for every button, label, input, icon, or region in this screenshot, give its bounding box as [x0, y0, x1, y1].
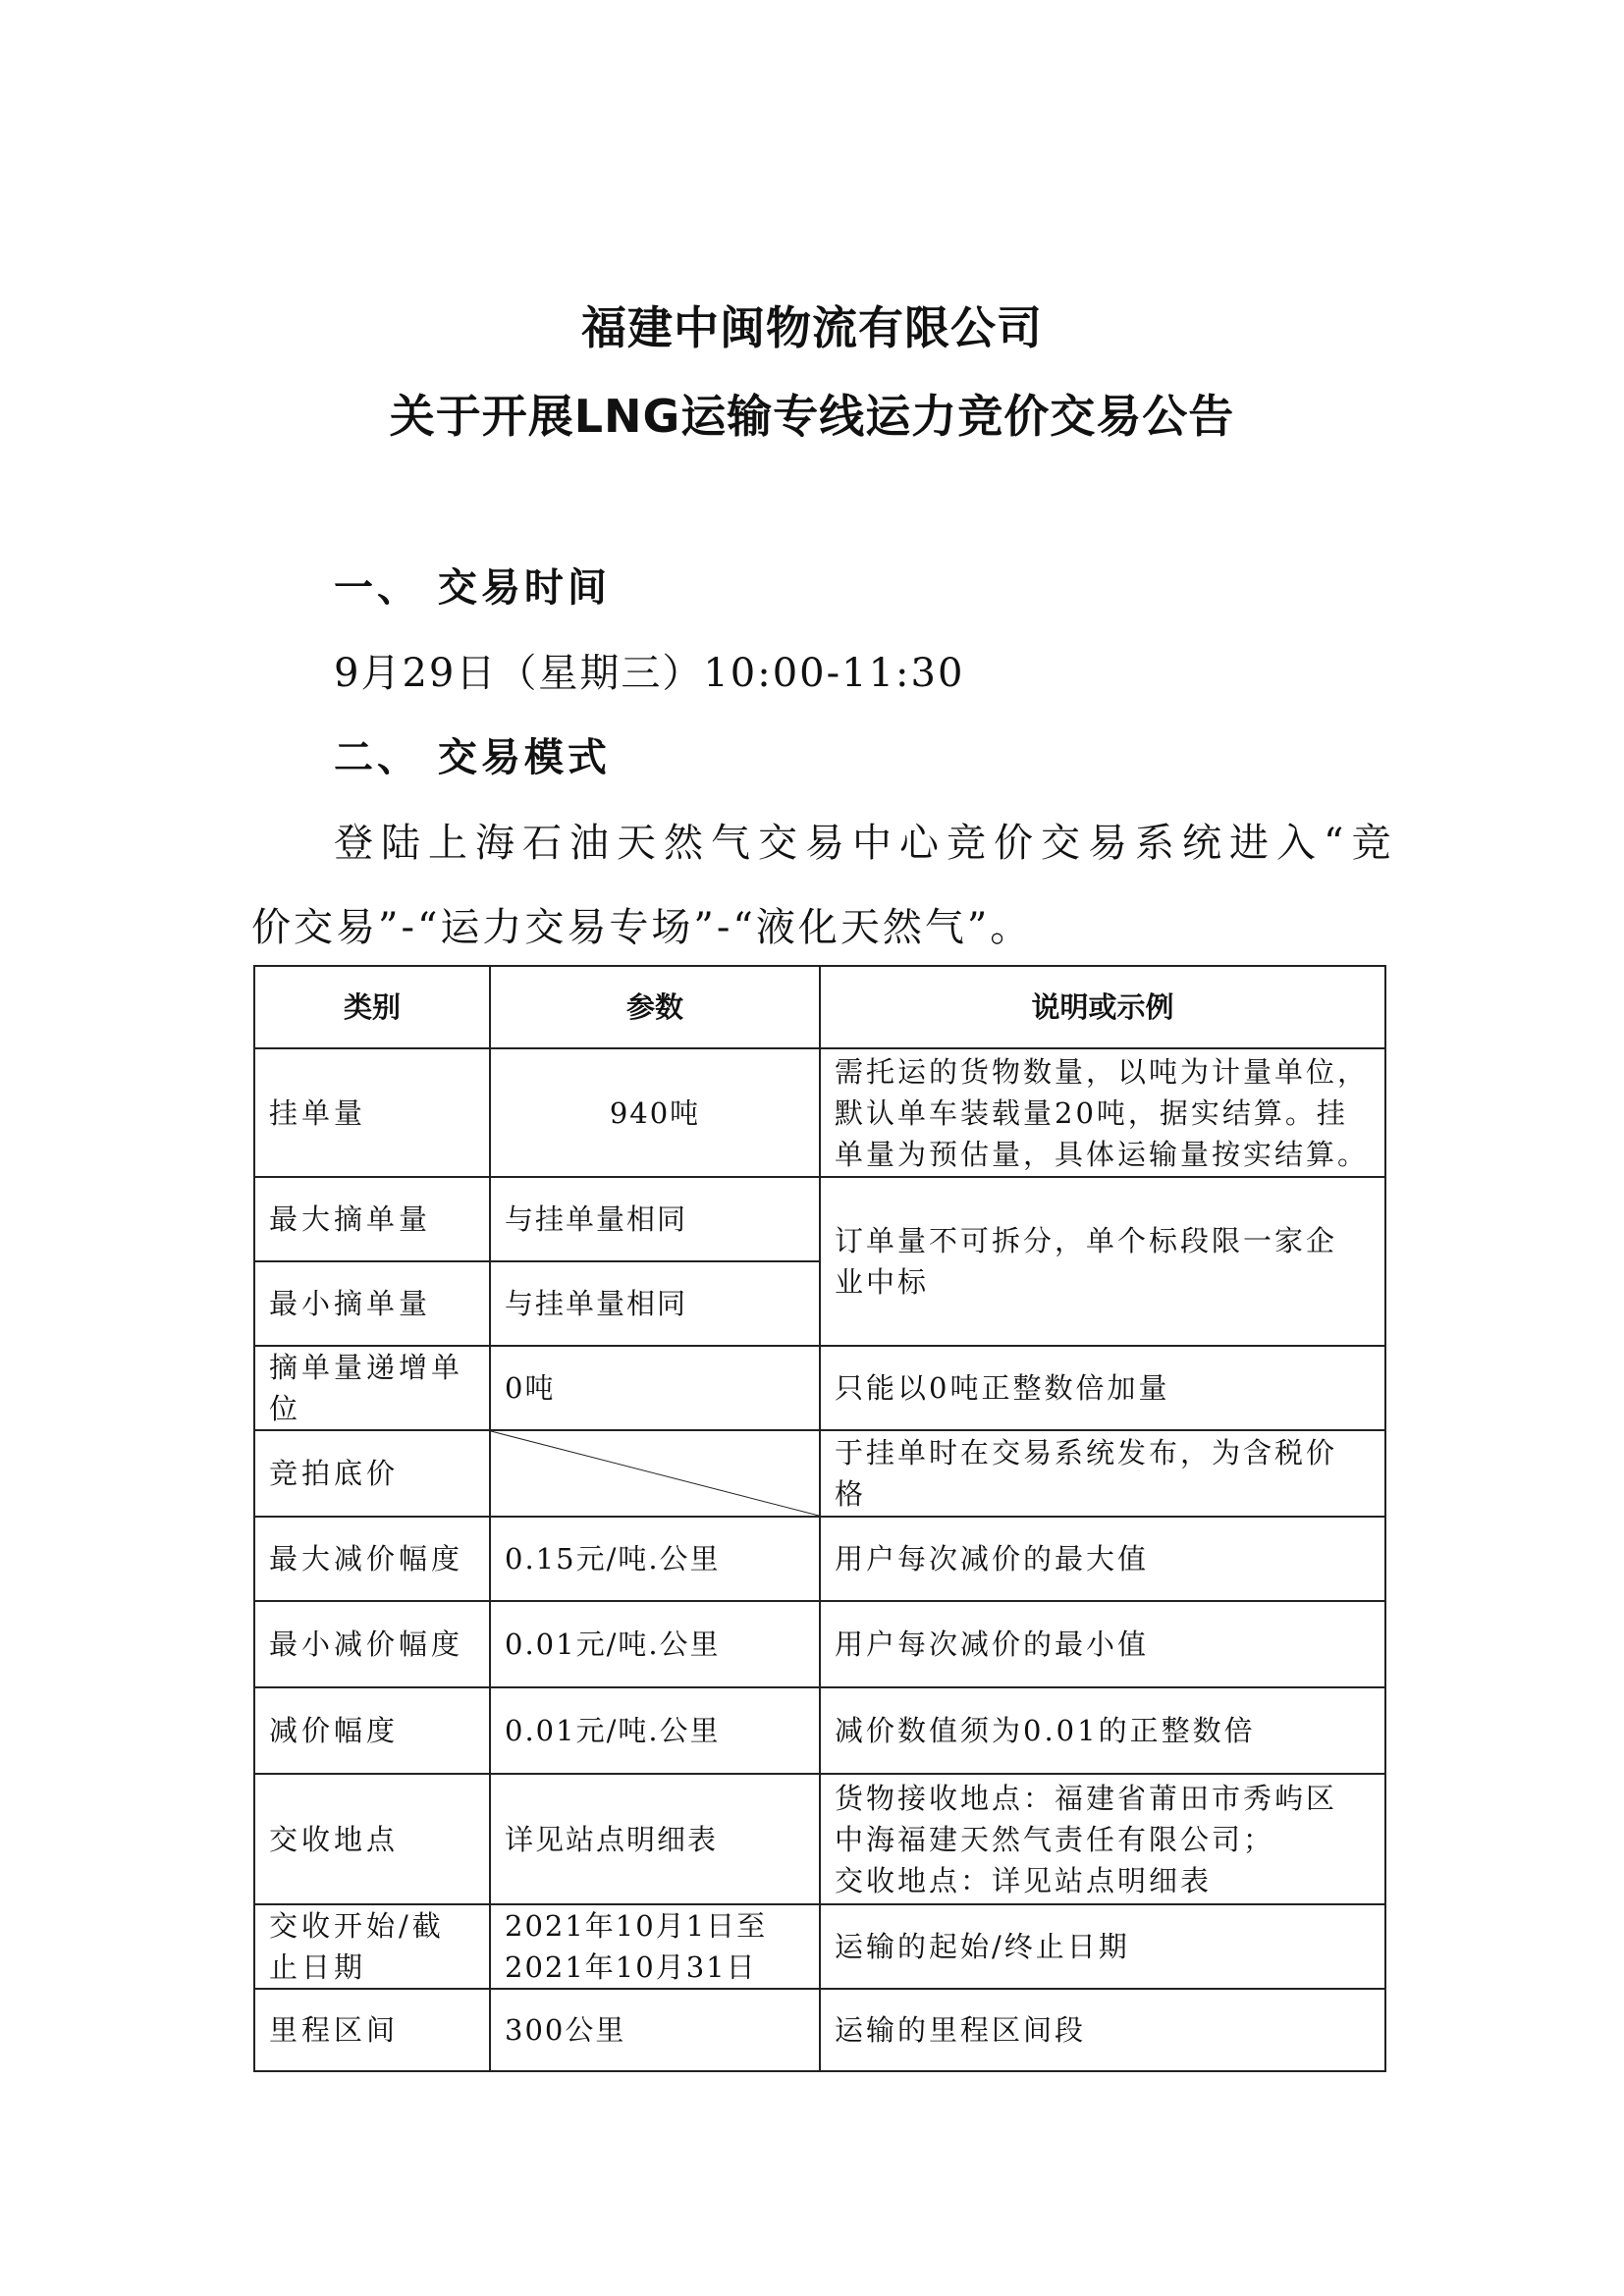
- diagonal-slash-icon: [491, 1431, 819, 1516]
- trade-time-text: 9月29日（星期三）10:00-11:30: [334, 651, 965, 696]
- table-row: [254, 1048, 1385, 1177]
- table-row: [254, 1430, 1385, 1517]
- parameter-line: 2021年10月1日至: [505, 1909, 768, 1943]
- category-line: 止日期: [269, 1950, 367, 1984]
- description-cell: 运输的里程区间段: [820, 1989, 1385, 2071]
- description-cell: 运输的起始/终止日期: [820, 1904, 1385, 1989]
- parameter-cell: 详见站点明细表: [490, 1774, 820, 1904]
- header-category: 类别: [254, 966, 490, 1048]
- table-row: [254, 1904, 1385, 1989]
- description-cell: [820, 1774, 1385, 1904]
- description-line: 订单量不可拆分，单个标段限一家企: [835, 1224, 1338, 1257]
- header-description: 说明或示例: [820, 966, 1385, 1048]
- parameter-cell: 0.01元/吨.公里: [490, 1687, 820, 1774]
- category-cell: 最小摘单量: [254, 1261, 490, 1346]
- table-row: [254, 1601, 1385, 1687]
- category-line: 位: [269, 1392, 302, 1425]
- category-cell: 减价幅度: [254, 1687, 490, 1774]
- empty-parameter-cell: [490, 1430, 820, 1517]
- description-line: 格: [835, 1477, 867, 1511]
- category-cell: 最小减价幅度: [254, 1601, 490, 1687]
- description-cell: 只能以0吨正整数倍加量: [820, 1346, 1385, 1430]
- document-title-subject: 关于开展LNG运输专线运力竞价交易公告: [389, 390, 1235, 443]
- category-cell: 挂单量: [254, 1048, 490, 1177]
- description-cell: 用户每次减价的最大值: [820, 1517, 1385, 1601]
- category-cell: 交收地点: [254, 1774, 490, 1904]
- document-title-company: 福建中闽物流有限公司: [581, 301, 1043, 354]
- parameter-cell: 与挂单量相同: [490, 1261, 820, 1346]
- category-cell: 里程区间: [254, 1989, 490, 2071]
- category-cell: 竞拍底价: [254, 1430, 490, 1517]
- category-line: 摘单量递增单: [269, 1351, 464, 1384]
- section-heading-trade-mode: 二、 交易模式: [334, 735, 611, 780]
- parameter-cell: 0.01元/吨.公里: [490, 1601, 820, 1687]
- trade-mode-paragraph-line2: 价交易”-“运力交易专场”-“液化天然气”。: [251, 905, 1033, 950]
- parameter-line: 2021年10月31日: [505, 1950, 757, 1984]
- category-line: 交收开始/截: [269, 1909, 445, 1943]
- table-row: [254, 1177, 1385, 1261]
- table-row: [254, 1517, 1385, 1601]
- table-row: [254, 1687, 1385, 1774]
- description-cell: [820, 1430, 1385, 1517]
- description-line: 交收地点：详见站点明细表: [835, 1863, 1213, 1897]
- description-cell: [820, 1177, 1385, 1346]
- trade-mode-paragraph-line1: 登陆上海石油天然气交易中心竞价交易系统进入“竞: [334, 821, 1399, 866]
- parameter-cell: 0吨: [490, 1346, 820, 1430]
- description-line: 货物接收地点：福建省莆田市秀屿区: [835, 1781, 1338, 1815]
- category-cell: 最大减价幅度: [254, 1517, 490, 1601]
- description-cell: 用户每次减价的最小值: [820, 1601, 1385, 1687]
- header-parameter: 参数: [490, 966, 820, 1048]
- category-cell: [254, 1904, 490, 1989]
- description-cell: 减价数值须为0.01的正整数倍: [820, 1687, 1385, 1774]
- description-line: 需托运的货物数量，以吨为计量单位，: [835, 1054, 1370, 1089]
- category-cell: 最大摘单量: [254, 1177, 490, 1261]
- parameter-cell: [490, 1904, 820, 1989]
- parameter-cell: 0.15元/吨.公里: [490, 1517, 820, 1601]
- parameter-cell: 300公里: [490, 1989, 820, 2071]
- parameter-cell: 与挂单量相同: [490, 1177, 820, 1261]
- description-line: 默认单车装载量20吨，据实结算。挂: [835, 1095, 1348, 1130]
- parameters-table: [253, 965, 1386, 2072]
- section-heading-trade-time: 一、 交易时间: [334, 565, 611, 611]
- category-cell: [254, 1346, 490, 1430]
- description-line: 中海福建天然气责任有限公司；: [835, 1822, 1275, 1856]
- description-cell: [820, 1048, 1385, 1177]
- table-row: [254, 1774, 1385, 1904]
- table-header-row: [254, 966, 1385, 1048]
- table-row: [254, 1346, 1385, 1430]
- parameter-cell: 940吨: [490, 1048, 820, 1177]
- description-line: 单量为预估量，具体运输量按实结算。: [835, 1137, 1370, 1171]
- table-row: [254, 1989, 1385, 2071]
- description-line: 业中标: [835, 1265, 930, 1299]
- description-line: 于挂单时在交易系统发布，为含税价: [835, 1436, 1338, 1469]
